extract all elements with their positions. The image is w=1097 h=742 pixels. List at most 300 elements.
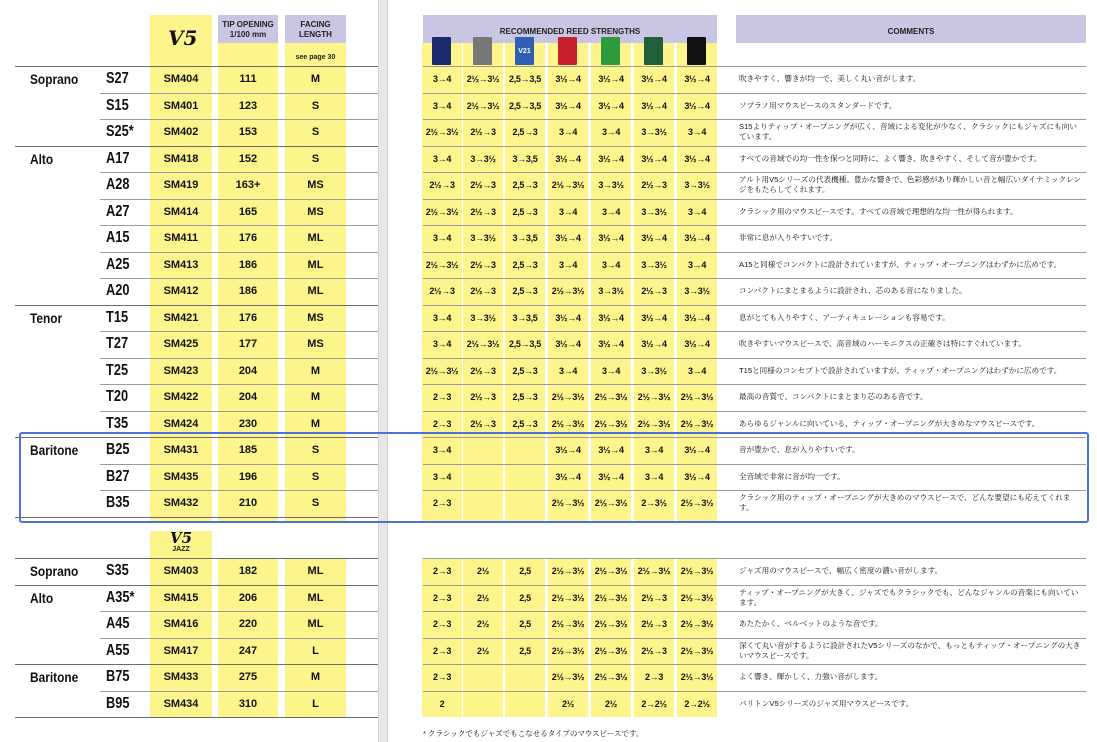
reed-strength: 3→4: [601, 206, 621, 217]
reed-strength: 3→3½: [641, 127, 667, 138]
reed-strength: 3½→4: [598, 339, 624, 350]
comment-text: ソプラノ用マウスピースのスタンダードです。: [739, 100, 897, 110]
tip-opening: 186: [238, 285, 258, 298]
table-row: [0, 119, 1097, 146]
comment-text: T15と同様のコンセプトで設計されていますが、ティップ・オープニングはわずかに広めです。: [739, 365, 1062, 375]
table-row: [0, 146, 1097, 173]
table-row: [0, 225, 1097, 252]
reed-strength: 2½→3½: [551, 286, 585, 297]
tip-opening: 182: [238, 565, 258, 578]
reed-box-traditional-icon: [432, 37, 451, 65]
facing-length: S: [311, 470, 320, 483]
reference-code: SM417: [163, 644, 199, 657]
reed-strength: 3½→4: [555, 100, 581, 111]
reference-code: SM411: [163, 232, 199, 245]
model-name: B35: [106, 494, 130, 512]
reed-strength: 2,5→3: [512, 418, 538, 429]
reed-strength: 2,5→3: [512, 259, 538, 270]
reed-strength: 2→3: [432, 672, 452, 683]
model-name: B27: [106, 467, 130, 485]
reed-strength: 3→3½: [641, 259, 667, 270]
reference-code: SM432: [163, 497, 199, 510]
reed-strength: 2,5→3: [512, 127, 538, 138]
reed-strength: 2,5→3,5: [509, 100, 541, 111]
reed-strength: 2½→3½: [594, 592, 628, 603]
tip-opening-header: TIP OPENING 1/100 mm: [222, 20, 274, 39]
model-name: A35*: [106, 588, 135, 606]
comment-text: コンパクトにまとまるように設計され、芯のある音になりました。: [739, 286, 967, 296]
tip-opening: 310: [238, 697, 258, 710]
reed-strength: 3½→4: [684, 471, 710, 482]
reed-strength: 3→4: [432, 100, 452, 111]
reed-strength: 2½→3: [470, 418, 496, 429]
reed-strength: 2,5→3: [512, 206, 538, 217]
model-name: S35: [106, 562, 129, 580]
table-row: [0, 66, 1097, 93]
model-name: T20: [106, 388, 129, 406]
reed-strength: 2,5: [519, 566, 531, 577]
tip-opening: 210: [238, 497, 258, 510]
reed-strength: 3½→4: [684, 100, 710, 111]
comment-text: クラシック用のマウスピースです。すべての音域で理想的な均一性が得られます。: [739, 206, 1018, 216]
reference-code: SM434: [163, 697, 199, 710]
reference-code: SM423: [163, 364, 199, 377]
table-row: [0, 93, 1097, 120]
reed-strength: 3→4: [644, 445, 664, 456]
facing-length: M: [310, 671, 321, 684]
reference-code: SM433: [163, 671, 199, 684]
reed-strength: 3½→4: [555, 74, 581, 85]
reed-strength: 2½→3½: [680, 672, 714, 683]
reed-strength: 2→3: [432, 592, 452, 603]
group-label: Tenor: [30, 309, 63, 326]
reed-strength: 2½→3: [429, 286, 455, 297]
reed-strength: 2½→3½: [466, 74, 500, 85]
reed-strength: 2,5→3,5: [509, 74, 541, 85]
reed-strength: 2½: [605, 698, 617, 709]
reed-strength: 2½→3½: [680, 566, 714, 577]
reed-box-java-red-icon: [558, 37, 577, 65]
reference-code: SM418: [163, 152, 199, 165]
reed-strength: 2½→3½: [594, 418, 628, 429]
reed-strength: 2½→3½: [551, 418, 585, 429]
reed-strength: 2½→3½: [594, 498, 628, 509]
facing-length: ML: [307, 258, 324, 271]
reed-strength: 3→3½: [470, 233, 496, 244]
tip-opening: 165: [238, 205, 258, 218]
reed-strength: 3½→4: [684, 153, 710, 164]
reed-strength: 3→4: [432, 233, 452, 244]
tip-opening: 176: [238, 232, 258, 245]
reed-strength: 3½→4: [641, 74, 667, 85]
tip-opening: 185: [238, 444, 258, 457]
reed-strength: 3→3½: [684, 286, 710, 297]
table-row: [0, 664, 1097, 691]
reed-strength: 2½→3: [470, 206, 496, 217]
reed-strength: 2½→3½: [594, 645, 628, 656]
tip-opening: 177: [238, 338, 258, 351]
reed-strength: 2½→3½: [551, 180, 585, 191]
model-name: A15: [106, 229, 130, 247]
reed-strength: 3→4: [601, 365, 621, 376]
facing-length-header: FACING LENGTH: [299, 20, 332, 39]
model-name: A45: [106, 615, 130, 633]
reed-strength: 3½→4: [641, 312, 667, 323]
comment-text: 最高の音質で、コンパクトにまとまり芯のある音です。: [739, 392, 928, 402]
reed-strength: 3→3½: [641, 206, 667, 217]
reference-code: SM413: [163, 258, 199, 271]
reed-strength: 2½→3½: [594, 672, 628, 683]
reed-strength: 2,5→3: [512, 286, 538, 297]
comment-text: よく響き、輝かしく、力強い音がします。: [739, 672, 883, 682]
reed-strength: 2½→3½: [551, 498, 585, 509]
reed-box-java-green-icon: [601, 37, 620, 65]
reed-strength: 2→3: [432, 392, 452, 403]
reed-strength: 3→3½: [598, 180, 624, 191]
model-name: B95: [106, 694, 130, 712]
reed-strength: 2½→3½: [551, 645, 585, 656]
reed-strength: 3½→4: [684, 312, 710, 323]
reed-strength: 2½→3½: [637, 566, 671, 577]
reed-strength: 3½→4: [684, 445, 710, 456]
table-row: [0, 611, 1097, 638]
model-name: S27: [106, 70, 129, 88]
tip-opening: 230: [238, 417, 258, 430]
facing-length-subheader: see page 30: [295, 54, 336, 61]
reed-strength: 2½→3½: [594, 392, 628, 403]
reed-strength: 3½→4: [641, 339, 667, 350]
reed-strength: 3½→4: [555, 233, 581, 244]
group-label: Soprano: [30, 71, 79, 88]
tip-opening: 247: [238, 644, 258, 657]
reed-strength: 3½→4: [555, 339, 581, 350]
comment-text: A15と同様でコンパクトに設計されていますが、ティップ・オープニングはわずかに広めです。: [739, 259, 1062, 269]
facing-length: S: [311, 497, 320, 510]
facing-length: ML: [307, 565, 324, 578]
group-label: Baritone: [30, 442, 79, 459]
comment-text: アルト用V5シリーズの代表機種。豊かな響きで、色彩感があり輝かしい音と幅広いダイナミックレンジをもたらしてくれます。: [739, 175, 1082, 195]
reed-strength: 2½→3½: [680, 392, 714, 403]
reed-strength: 3½→4: [598, 312, 624, 323]
comment-text: ティップ・オープニングが大きく、ジャズでもクラシックでも、どんなジャンルの音楽にも向いています。: [739, 587, 1079, 607]
reed-strength: 3½→4: [684, 74, 710, 85]
reference-code: SM404: [163, 73, 199, 86]
reed-strength: 3→4: [601, 127, 621, 138]
reed-strength: 2½→3: [641, 180, 667, 191]
comment-text: あたたかく、ベルベットのような音です。: [739, 619, 883, 629]
reed-strength: 2½→3½: [680, 592, 714, 603]
reed-strength: 3½→4: [555, 445, 581, 456]
facing-length: S: [311, 126, 320, 139]
reed-strength: 2½→3½: [466, 100, 500, 111]
reed-strength: 2: [439, 698, 445, 709]
tip-opening: 176: [238, 311, 258, 324]
reed-strength: 2½: [477, 619, 489, 630]
reference-code: SM421: [163, 311, 199, 324]
reed-strength: 3→3,5: [512, 233, 538, 244]
reed-strength: 2½→3½: [680, 498, 714, 509]
comment-text: クラシック用のティップ・オープニングが大きめのマウスピースで、どんな要望にも応えてくれます。: [739, 493, 1071, 513]
reed-strength: 2,5→3: [512, 365, 538, 376]
table-row: [0, 252, 1097, 279]
facing-length: ML: [307, 618, 324, 631]
facing-length: M: [310, 364, 321, 377]
footnote: * クラシックでもジャズでもこなせるタイプのマウスピースです。: [423, 729, 644, 738]
table-row: [0, 199, 1097, 226]
reed-strength: 3→4: [432, 471, 452, 482]
reed-strength: 2→3: [432, 566, 452, 577]
comment-text: バリトンV5シリーズのジャズ用マウスピースです。: [739, 698, 914, 708]
reed-strength: 3½→4: [555, 471, 581, 482]
reed-strength: 3→3,5: [512, 312, 538, 323]
comment-text: 全音域で非常に音が均一です。: [739, 471, 845, 481]
reed-strength: 3→4: [687, 206, 707, 217]
model-name: T15: [106, 308, 129, 326]
comment-text: ジャズ用のマウスピースで、幅広く密度の濃い音がします。: [739, 566, 943, 576]
reed-strength: 2½→3½: [466, 339, 500, 350]
row-separator: [15, 717, 378, 718]
comment-text: S15よりティップ・オープニングが広く、音域による変化が少なく、クラシックにもジャズにも向いています。: [739, 122, 1077, 142]
model-name: A27: [106, 202, 130, 220]
reed-strength: 3½→4: [641, 100, 667, 111]
reed-strength: 2½→3: [470, 180, 496, 191]
reed-strength: 2½→3: [470, 392, 496, 403]
reed-strength: 2½→3½: [425, 127, 459, 138]
table-row: [0, 358, 1097, 385]
reed-strength: 2½→3½: [637, 418, 671, 429]
reed-strength: [461, 664, 505, 691]
reed-strength: 3→4: [687, 127, 707, 138]
reference-code: SM412: [163, 285, 199, 298]
reed-strength: 2½→3½: [680, 418, 714, 429]
comment-text: 吹きやすく、響きが均一で、美しく丸い音がします。: [739, 74, 921, 84]
reed-strength: 2½→3½: [594, 566, 628, 577]
tip-opening: 204: [238, 364, 258, 377]
reed-box-black-icon: [687, 37, 706, 65]
reed-strength: 2½→3: [470, 127, 496, 138]
comment-text: 音が豊かで、息が入りやすいです。: [739, 445, 860, 455]
reed-strength: 2½→3: [641, 592, 667, 603]
reed-strength: 3½→4: [598, 471, 624, 482]
reed-strength: 3→4: [687, 365, 707, 376]
reed-strength: 2½→3½: [551, 672, 585, 683]
tip-opening: 204: [238, 391, 258, 404]
table-row: [0, 331, 1097, 358]
facing-length: MS: [307, 205, 324, 218]
reed-strength: 2→3: [432, 498, 452, 509]
reed-strength: 3→4: [432, 339, 452, 350]
reed-strength: 3→3½: [470, 312, 496, 323]
reed-strength: 2½→3½: [637, 392, 671, 403]
reed-strength: 3→4: [558, 206, 578, 217]
model-name: A17: [106, 149, 130, 167]
reed-strengths-header: RECOMMENDED REED STRENGTHS: [499, 27, 641, 36]
reed-strength: 2½→3½: [594, 619, 628, 630]
facing-length: L: [312, 644, 319, 657]
reference-code: SM403: [163, 565, 199, 578]
reed-strength: 2,5→3: [512, 180, 538, 191]
reed-strength: 2→3: [432, 619, 452, 630]
reed-strength: 2½→3½: [551, 619, 585, 630]
model-name: A55: [106, 641, 130, 659]
reed-strength: 3½→4: [598, 233, 624, 244]
reed-strength: 2½→3: [641, 619, 667, 630]
reed-strength: 3½→4: [598, 153, 624, 164]
reed-strength: 2,5→3,5: [509, 339, 541, 350]
model-name: T25: [106, 361, 129, 379]
reed-box-v21-icon: V21: [515, 37, 534, 65]
tip-opening: 196: [238, 470, 258, 483]
model-name: A25: [106, 255, 130, 273]
comment-text: 非常に息が入りやすいです。: [739, 233, 838, 243]
reed-strength: 2,5→3: [512, 392, 538, 403]
reed-strength: 2½→3: [470, 259, 496, 270]
facing-length: S: [311, 444, 320, 457]
v5-logo: V5: [168, 26, 198, 50]
reed-strength: 2→3: [644, 672, 664, 683]
tip-opening: 153: [238, 126, 258, 139]
reed-strength: 3½→4: [598, 445, 624, 456]
table-row: [0, 384, 1097, 411]
reed-strength: [503, 691, 547, 718]
reference-code: SM431: [163, 444, 199, 457]
table-row: [0, 691, 1097, 718]
table-row: [0, 558, 1097, 585]
tip-opening: 111: [239, 73, 257, 86]
tip-opening: 163+: [235, 179, 261, 192]
reed-strength: 3½→4: [641, 153, 667, 164]
reed-strength: 2½→3½: [425, 365, 459, 376]
reed-box-zz-icon: [644, 37, 663, 65]
tip-opening: 275: [238, 671, 258, 684]
comments-header: COMMENTS: [887, 27, 935, 36]
reed-strength: 2½: [562, 698, 574, 709]
facing-length: ML: [307, 285, 324, 298]
reed-strength: 2½: [477, 566, 489, 577]
reed-strength: 2½→3: [641, 645, 667, 656]
reed-strength: 3→4: [558, 127, 578, 138]
facing-length: M: [310, 391, 321, 404]
reed-strength: [461, 691, 505, 718]
reed-strength: 2½→3: [470, 286, 496, 297]
v5-jazz-logo-word: JAZZ: [172, 546, 190, 553]
tip-opening: 186: [238, 258, 258, 271]
reed-strength: 3→4: [432, 445, 452, 456]
reed-strength: 2½→3½: [551, 566, 585, 577]
reed-strength: 3→3½: [684, 180, 710, 191]
reed-strength: 3→3½: [470, 153, 496, 164]
facing-length: ML: [307, 591, 324, 604]
reed-strength: 3½→4: [684, 233, 710, 244]
reed-strength: 3→4: [558, 259, 578, 270]
reed-strength: 3→3½: [598, 286, 624, 297]
model-name: A20: [106, 282, 130, 300]
reed-strength: 2½: [477, 592, 489, 603]
comment-text: 息がとても入りやすく、アーティキュレーションも容易です。: [739, 312, 950, 322]
baritone-highlight-box: [19, 432, 1089, 523]
reed-strength: 2,5: [519, 619, 531, 630]
reed-strength: 2½→3½: [551, 392, 585, 403]
reed-strength: 3→4: [432, 312, 452, 323]
reed-box-v12-icon: [473, 37, 492, 65]
facing-length: MS: [307, 179, 324, 192]
reed-strength: 2½→3: [470, 365, 496, 376]
group-label: Alto: [30, 150, 54, 167]
v5-jazz-logo: [160, 531, 202, 557]
reed-strength: 3½→4: [641, 233, 667, 244]
facing-length: L: [312, 697, 319, 710]
facing-length: S: [311, 99, 320, 112]
reference-code: SM425: [163, 338, 199, 351]
table-row: [0, 638, 1097, 665]
model-name: S15: [106, 96, 129, 114]
reed-strength: 3½→4: [598, 74, 624, 85]
reed-strength: 3→4: [432, 153, 452, 164]
comment-text: あらゆるジャンルに向いている、ティップ・オープニングが大きめなマウスピースです。: [739, 418, 1040, 428]
facing-length: MS: [307, 311, 324, 324]
tip-opening: 152: [238, 152, 258, 165]
reed-strength: 3→4: [601, 259, 621, 270]
reed-strength: 2½: [477, 645, 489, 656]
facing-length: S: [311, 152, 320, 165]
model-name: T35: [106, 414, 129, 432]
reed-strength: 3½→4: [555, 153, 581, 164]
comment-text: 吹きやすいマウスピースで、高音域のハーモニクスの正確さは特にすぐれています。: [739, 339, 1026, 349]
facing-length: MS: [307, 338, 324, 351]
facing-length: M: [310, 417, 321, 430]
reed-strength: 2→3: [432, 645, 452, 656]
reed-strength: 2½→3½: [425, 206, 459, 217]
reed-strength: 3½→4: [555, 312, 581, 323]
reed-strength: 3½→4: [598, 100, 624, 111]
reed-strength: 3→4: [687, 259, 707, 270]
reference-code: SM435: [163, 470, 199, 483]
reed-strength: 3→3½: [641, 365, 667, 376]
reed-strength: 2½→3½: [680, 619, 714, 630]
reed-strength: 3½→4: [684, 339, 710, 350]
reference-code: SM419: [163, 179, 199, 192]
v5-jazz-logo-mark: V5: [169, 529, 193, 547]
reed-strength: 2,5: [519, 645, 531, 656]
table-row: [0, 278, 1097, 305]
reed-strength: 2½→3½: [425, 259, 459, 270]
table-row: [0, 585, 1097, 612]
model-name: A28: [106, 176, 130, 194]
reed-strength: 2→2½: [684, 698, 710, 709]
model-name: S25*: [106, 123, 134, 141]
model-name: B75: [106, 668, 130, 686]
reed-strength: 3→4: [432, 74, 452, 85]
facing-length: ML: [307, 232, 324, 245]
reed-strength: 2→3: [432, 418, 452, 429]
group-label: Alto: [30, 589, 54, 606]
reed-strength: 3→3,5: [512, 153, 538, 164]
reed-strength: 2½→3½: [680, 645, 714, 656]
reed-strength: 2,5: [519, 592, 531, 603]
reference-code: SM424: [163, 417, 199, 430]
comment-text: すべての音域での均一性を保つと同時に、よく響き、吹きやすく、そして音が豊かです。: [739, 153, 1042, 163]
reed-strength: 2→3½: [641, 498, 667, 509]
tip-opening: 220: [238, 618, 258, 631]
reference-code: SM401: [163, 99, 199, 112]
tip-opening: 123: [238, 99, 258, 112]
reed-strength: 3→4: [644, 471, 664, 482]
reed-strength: [503, 664, 547, 691]
model-name: T27: [106, 335, 129, 353]
group-label: Baritone: [30, 669, 79, 686]
reed-strength: 2½→3½: [551, 592, 585, 603]
model-name: B25: [106, 441, 130, 459]
